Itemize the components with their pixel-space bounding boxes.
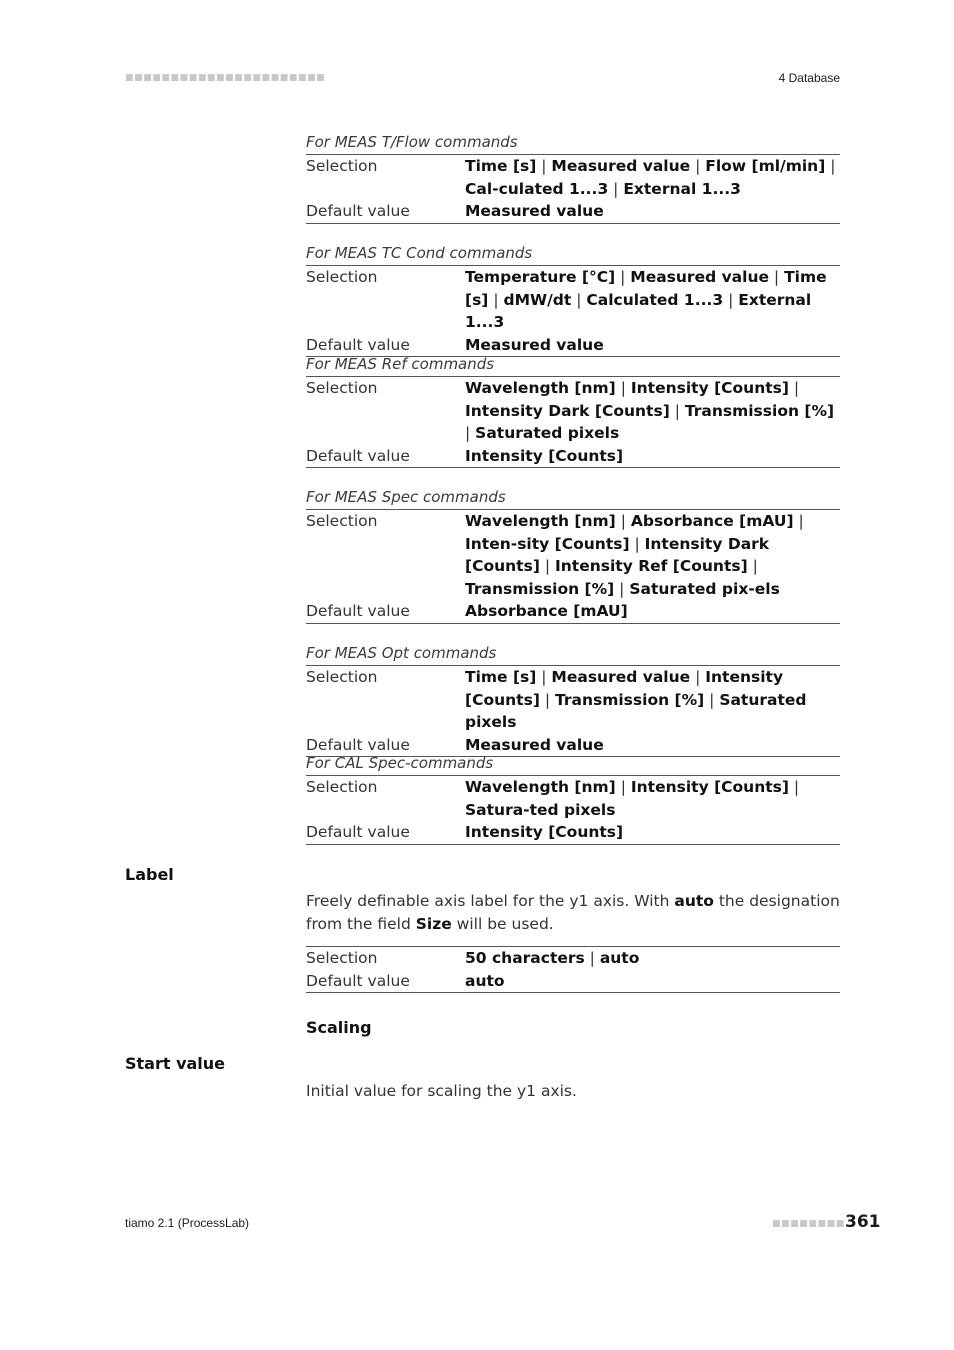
- label-desc-part3: will be used.: [451, 915, 554, 933]
- selection-option: External 1...3: [623, 179, 741, 198]
- definition-table: [306, 510, 840, 624]
- selection-option: Intensity [Counts]: [465, 668, 784, 709]
- option-separator: |: [539, 557, 555, 575]
- selection-option: Temperature [°C]: [465, 268, 616, 286]
- option-separator: |: [769, 268, 785, 286]
- section-caption: For MEAS TC Cond commands: [306, 244, 840, 266]
- default-key: Default value: [306, 335, 410, 354]
- option-separator: |: [615, 379, 631, 397]
- selection-option: Wavelength [nm]: [465, 512, 616, 530]
- option-separator: |: [615, 778, 631, 796]
- selection-option: Time [s]: [465, 268, 827, 309]
- definition-table: [306, 155, 840, 224]
- option-separator: |: [615, 512, 631, 530]
- section-caption: For CAL Spec-commands: [306, 754, 840, 776]
- selection-option: Cal-culated 1...3: [465, 179, 609, 198]
- footer-marker: ■■■■■■■■: [772, 1219, 845, 1229]
- scaling-heading: Scaling: [306, 1018, 372, 1037]
- parameter-section: [306, 754, 840, 845]
- selection-key: Selection: [306, 268, 378, 286]
- selection-option: Satura-ted pixels: [465, 800, 616, 819]
- parameter-section: [306, 644, 840, 757]
- label-param-title: Label: [125, 865, 174, 884]
- option-separator: |: [788, 778, 800, 796]
- section-caption: For MEAS T/Flow commands: [306, 133, 840, 155]
- option-separator: |: [788, 379, 800, 397]
- label-default-value: auto: [465, 971, 505, 990]
- header-marker: ■■■■■■■■■■■■■■■■■■■■■■: [125, 73, 326, 83]
- selection-option: dMW/dt: [503, 290, 572, 309]
- option-separator: |: [747, 557, 758, 575]
- option-separator: |: [704, 690, 720, 709]
- selection-key: Selection: [306, 512, 378, 530]
- option-separator: |: [465, 424, 476, 442]
- selection-option: Intensity Dark [Counts]: [465, 534, 770, 575]
- option-separator: |: [629, 534, 645, 553]
- option-separator: |: [536, 668, 552, 686]
- section-caption: For MEAS Opt commands: [306, 644, 840, 666]
- selection-option: Transmission [%]: [554, 690, 705, 709]
- label-desc-bold-size: Size: [415, 915, 452, 933]
- selection-option: Saturated pixels: [475, 424, 620, 442]
- option-separator: |: [669, 401, 685, 420]
- option-separator: |: [608, 179, 624, 198]
- selection-option: Transmission [%]: [465, 579, 615, 598]
- selection-key: Selection: [306, 949, 378, 967]
- default-key: Default value: [306, 735, 410, 754]
- parameter-section: [306, 355, 840, 468]
- definition-table: [306, 666, 840, 757]
- default-value: Measured value: [465, 335, 604, 354]
- default-value: Intensity [Counts]: [465, 823, 624, 841]
- start-value-description: Initial value for scaling the y1 axis.: [306, 1082, 577, 1100]
- selection-key: Selection: [306, 157, 378, 175]
- selection-value: [465, 666, 840, 734]
- selection-option: Time [s]: [465, 668, 537, 686]
- selection-option: Intensity [Counts]: [630, 778, 789, 796]
- selection-option: Intensity Ref [Counts]: [554, 557, 748, 575]
- selection-option: Transmission [%]: [684, 401, 835, 420]
- selection-option: Calculated 1...3: [586, 290, 724, 309]
- definition-table: [306, 776, 840, 845]
- footer-product: tiamo 2.1 (ProcessLab): [125, 1216, 250, 1230]
- selection-key: Selection: [306, 379, 378, 397]
- selection-option: Wavelength [nm]: [465, 379, 616, 397]
- default-value: Measured value: [465, 735, 604, 754]
- selection-option: Intensity Dark [Counts]: [465, 401, 670, 420]
- label-selection-option: 50 characters: [465, 949, 585, 967]
- start-value-title: Start value: [125, 1054, 226, 1073]
- option-separator: |: [536, 157, 552, 175]
- selection-value: [465, 155, 840, 200]
- default-value: Intensity [Counts]: [465, 446, 624, 465]
- option-separator: |: [488, 290, 504, 309]
- selection-option: Wavelength [nm]: [465, 778, 616, 796]
- label-desc-bold-auto: auto: [674, 892, 714, 910]
- default-value: Measured value: [465, 202, 604, 220]
- default-key: Default value: [306, 202, 410, 220]
- option-separator: |: [793, 512, 804, 530]
- section-caption: For MEAS Spec commands: [306, 488, 840, 510]
- selection-option: Measured value: [551, 668, 691, 686]
- selection-option: Saturated pixels: [465, 690, 807, 731]
- parameter-section: [306, 488, 840, 624]
- selection-key: Selection: [306, 778, 378, 796]
- label-selection-option: auto: [599, 949, 640, 967]
- parameter-section: [306, 133, 840, 224]
- selection-value: [465, 776, 840, 821]
- section-caption: For MEAS Ref commands: [306, 355, 840, 377]
- selection-option: Measured value: [551, 157, 691, 175]
- option-separator: |: [825, 157, 836, 175]
- selection-option: Saturated pix-els: [629, 579, 780, 598]
- selection-option: Measured value: [630, 268, 769, 286]
- page-number: 361: [845, 1212, 881, 1232]
- selection-option: Flow [ml/min]: [705, 157, 826, 175]
- label-desc-part2: the designation from the field: [306, 892, 840, 933]
- label-param-table: [306, 946, 840, 993]
- selection-option: Time [s]: [465, 157, 537, 175]
- option-separator: |: [690, 157, 706, 175]
- selection-value: [465, 266, 840, 334]
- selection-option: Inten-sity [Counts]: [465, 534, 630, 553]
- definition-table: [306, 377, 840, 468]
- selection-option: Absorbance [mAU]: [630, 512, 794, 530]
- option-separator: |: [690, 668, 706, 686]
- definition-table: [306, 266, 840, 357]
- option-separator: |: [571, 290, 587, 309]
- default-key: Default value: [306, 823, 410, 841]
- option-separator: |: [539, 690, 555, 709]
- selection-option: External 1...3: [465, 290, 812, 331]
- parameter-section: [306, 244, 840, 357]
- default-value: Absorbance [mAU]: [465, 602, 628, 620]
- selection-value: [465, 510, 840, 600]
- default-key: Default value: [306, 446, 410, 465]
- label-desc-part1: Freely definable axis label for the y1 axis. With: [306, 892, 675, 910]
- selection-key: Selection: [306, 668, 378, 686]
- label-selection-value: 50 characters | auto: [465, 949, 640, 967]
- option-separator: |: [615, 268, 631, 286]
- chapter-title: 4 Database: [778, 71, 840, 85]
- selection-option: Intensity [Counts]: [630, 379, 789, 397]
- option-separator: |: [723, 290, 739, 309]
- label-param-description: [306, 890, 840, 936]
- option-separator: |: [614, 579, 630, 598]
- default-key: Default value: [306, 971, 410, 990]
- default-key: Default value: [306, 602, 410, 620]
- selection-value: [465, 377, 840, 445]
